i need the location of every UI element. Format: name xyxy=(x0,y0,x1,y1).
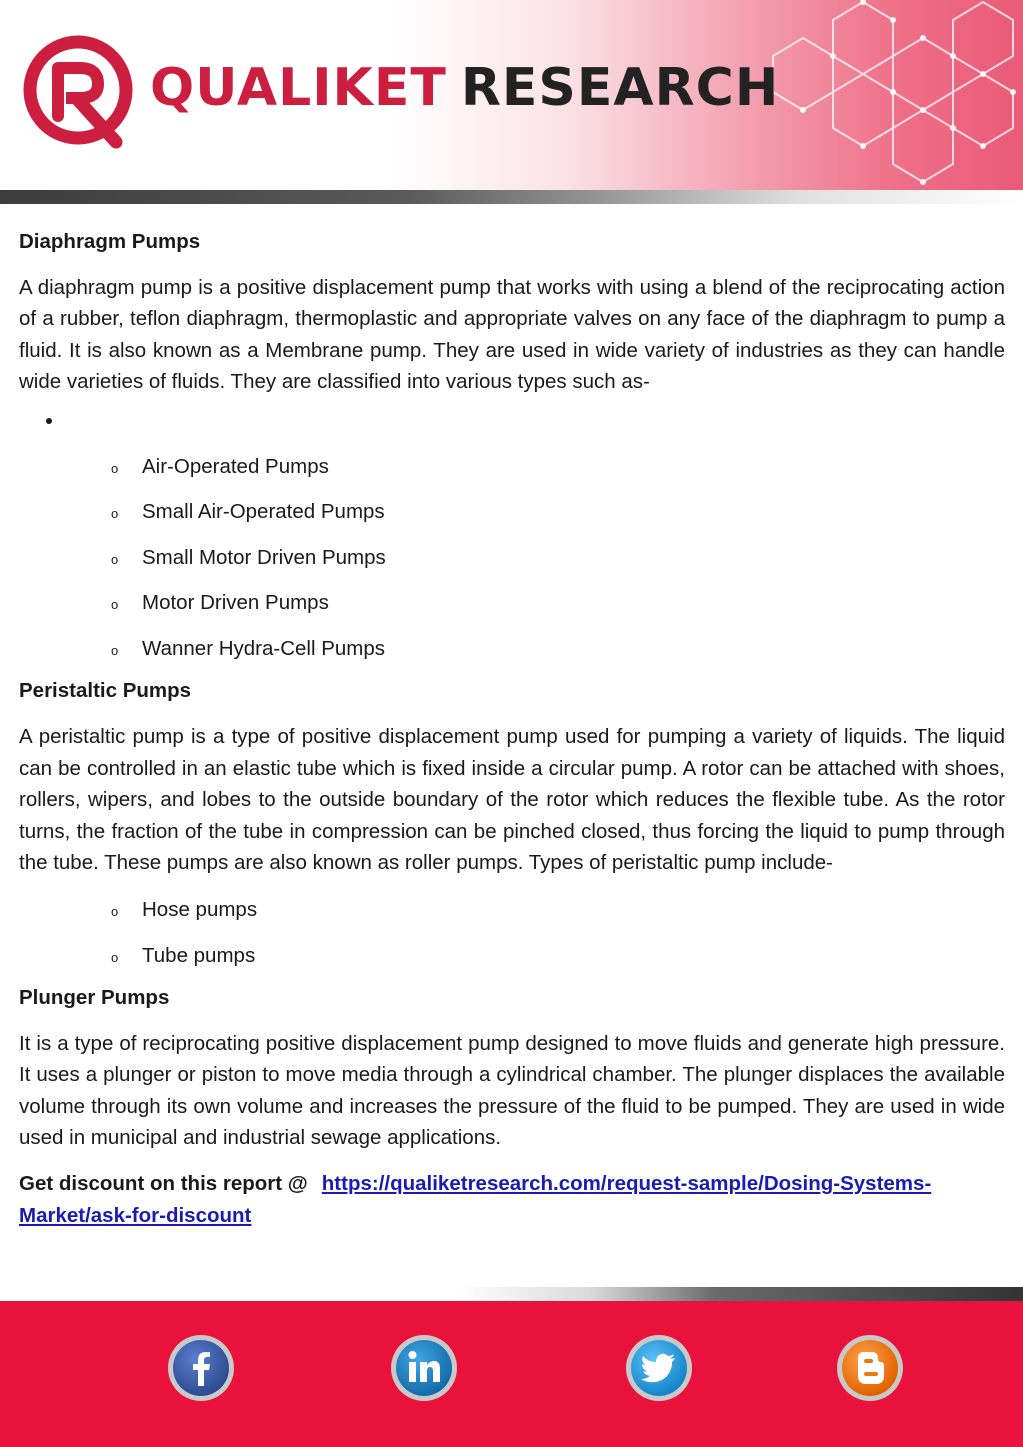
circle-bullet-icon: o xyxy=(111,506,119,522)
list-item-text: Air-Operated Pumps xyxy=(142,454,329,478)
logo-word-qualiket: QUALIKET xyxy=(150,58,447,118)
list-item xyxy=(19,489,1005,535)
list-item-text: Wanner Hydra-Cell Pumps xyxy=(142,636,386,660)
bullet-dot-icon xyxy=(46,418,52,424)
logo-wordmark xyxy=(150,58,780,118)
discount-line xyxy=(19,1168,1005,1231)
discount-link[interactable]: https://qualiketresearch.com/request-sample/Dosing-Systems-Market/ask-for-discount xyxy=(19,1172,932,1227)
heading-plunger: Plunger Pumps xyxy=(19,986,170,1010)
list-item-text: Small Air-Operated Pumps xyxy=(142,500,385,524)
header-banner xyxy=(0,0,1023,192)
list-item-text: Small Motor Driven Pumps xyxy=(142,545,386,569)
list-item xyxy=(19,933,1005,979)
header-divider xyxy=(0,190,1023,204)
list-item-text: Hose pumps xyxy=(142,898,258,922)
blogger-icon[interactable] xyxy=(836,1334,904,1402)
heading-peristaltic: Peristaltic Pumps xyxy=(19,679,192,703)
list-item-text: Tube pumps xyxy=(142,943,256,967)
list-item xyxy=(19,444,1005,490)
twitter-icon[interactable] xyxy=(625,1334,693,1402)
circle-bullet-icon: o xyxy=(111,460,119,476)
facebook-icon[interactable] xyxy=(167,1334,235,1402)
heading-diaphragm: Diaphragm Pumps xyxy=(19,230,201,253)
list-diaphragm-types xyxy=(19,444,1005,672)
footer-social-bar xyxy=(0,1301,1023,1447)
list-item xyxy=(19,887,1005,933)
circle-bullet-icon: o xyxy=(111,949,119,965)
list-item-text: Motor Driven Pumps xyxy=(142,591,329,615)
empty-bullet xyxy=(19,398,1005,444)
document-body xyxy=(19,226,1005,1231)
circle-bullet-icon: o xyxy=(111,904,119,920)
circle-bullet-icon: o xyxy=(111,642,119,658)
logo-word-research: RESEARCH xyxy=(460,58,780,118)
discount-label: Get discount on this report @ xyxy=(19,1172,308,1195)
circle-bullet-icon: o xyxy=(111,597,119,613)
list-peristaltic-types xyxy=(19,887,1005,978)
paragraph-diaphragm: A diaphragm pump is a positive displacement pump that works with using a blend of the reciprocating action of a rubber, teflon diaphragm, thermoplastic and appropriate valves on any face of the diaphragm to pump a fluid. It is also known as a Membrane pump. They are used in wide variety of industries as they can handle wide varieties of fluids. They are classified into various types such as- xyxy=(19,275,1005,394)
paragraph-peristaltic: A peristaltic pump is a type of positive displacement pump used for pumping a variety of liquids. The liquid can be controlled in an elastic tube which is fixed inside a circular pump. A rotor can be attached with shoes, rollers, wipers, and lobes to the outside boundary of the rotor which reduces the flexible tube. As the rotor turns, the fraction of the tube in compression can be pinched closed, thus forcing the liquid to pump through the tube. These pumps are also known as roller pumps. Types of peristaltic pump include- xyxy=(19,725,1005,875)
circle-bullet-icon: o xyxy=(111,551,119,567)
list-item xyxy=(19,626,1005,672)
list-item xyxy=(19,580,1005,626)
paragraph-plunger: It is a type of reciprocating positive displacement pump designed to move fluids and generate high pressure. It uses a plunger or piston to move media through a cylindrical chamber. The plunger displaces the available volume through its own volume and increases the pressure of the fluid to be pumped. They are used in wide used in municipal and industrial sewage applications. xyxy=(19,1031,1005,1150)
list-item xyxy=(19,535,1005,581)
linkedin-icon[interactable] xyxy=(390,1334,458,1402)
footer-divider xyxy=(0,1287,1023,1301)
logo-q-icon xyxy=(22,34,138,150)
